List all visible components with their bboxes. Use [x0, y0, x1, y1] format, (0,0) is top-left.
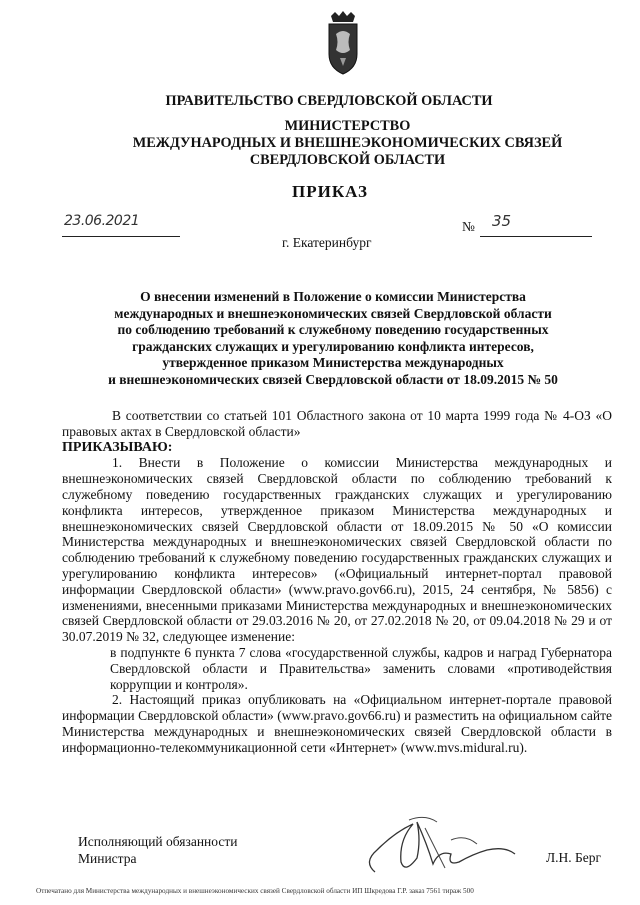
preamble: В соответствии со статьей 101 Областного закона от 10 марта 1999 года № 4-ОЗ «О правовых актах в Свердловской области»: [62, 408, 612, 439]
order-word: ПРИКАЗЫВАЮ:: [62, 439, 173, 455]
ministry-name: [0, 118, 640, 169]
title-line: гражданских служащих и урегулированию конфликта интересов,: [132, 338, 534, 354]
handwritten-signature-icon: [355, 810, 525, 882]
city: г. Екатеринбург: [282, 235, 372, 250]
ministry-line-1: МИНИСТЕРСТВО: [284, 118, 411, 134]
item-1: 1. Внести в Положение о комиссии Министерства международных и внешнеэкономических связей Свердловской области по соблюдению требований к служебному поведению государственных гражданских служащих и урегулированию конфликта интересов, утвержденное приказом Министерства международных и внешнеэкономических связей Свердловской области от 18.09.2015 № 50 «О комиссии Министерства международных и внешнеэкономических связей Свердловской области по соблюдению требований к служебному поведению государственных гражданских служащих и урегулированию конфликта интересов» («Официальный интернет-портал правовой информации Свердловской области» (www.pravo.gov66.ru), 2015, 24 сентября, № 5856) с изменениями, внесенными приказами Министерства международных и внешнеэкономических связей Свердловской области от 29.03.2016 № 20, от 27.02.2018 № 20, от 09.04.2018 № 29 и от 30.07.2019 № 32, следующее изменение:: [62, 455, 612, 645]
order-title: [60, 289, 606, 388]
title-line: международных и внешнеэкономических связей Свердловской области: [114, 305, 552, 321]
title-line: О внесении изменений в Положение о комиссии Министерства: [140, 289, 526, 304]
item-1-subpoint: в подпункте 6 пункта 7 слова «государственной службы, кадров и наград Губернатора Свердловской области и Правительства» заменить словами «противодействия коррупции и контроля».: [110, 644, 612, 692]
coat-of-arms-icon: [325, 10, 361, 76]
item-2: 2. Настоящий приказ опубликовать на «Официальном интернет-портале правовой информации Свердловской области» (www.pravo.gov66.ru) и разместить на официальном сайте Министерства международных и внешнеэкономических связей Свердловской области в информационно-телекоммуникационной сети «Интернет» (www.mvs.midural.ru).: [62, 692, 612, 755]
title-line: утвержденное приказом Министерства международных: [162, 355, 504, 370]
ministry-line-2: МЕЖДУНАРОДНЫХ И ВНЕШНЕЭКОНОМИЧЕСКИХ СВЯЗЕЙ: [132, 135, 563, 151]
title-line: по соблюдению требований к служебному поведению государственных: [117, 322, 549, 337]
signatory-name: Л.Н. Берг: [546, 850, 602, 865]
document-type: ПРИКАЗ: [292, 182, 368, 201]
order-date: 23.06.2021: [64, 213, 140, 229]
government-name: ПРАВИТЕЛЬСТВО СВЕРДЛОВСКОЙ ОБЛАСТИ: [165, 93, 493, 109]
title-line: и внешнеэкономических связей Свердловской области от 18.09.2015 № 50: [108, 371, 558, 387]
signatory-role: [78, 833, 237, 867]
role-line-2: Министра: [78, 851, 137, 866]
order-number: 35: [492, 212, 512, 230]
number-sign: №: [462, 219, 475, 234]
role-line-1: Исполняющий обязанности: [78, 834, 238, 849]
order-body: [62, 408, 612, 756]
ministry-line-3: СВЕРДЛОВСКОЙ ОБЛАСТИ: [249, 152, 446, 168]
print-footer: Отпечатано для Министерства международных и внешнеэкономических связей Свердловской области ИП Шкредова Г.Р. заказ 7561 тираж 500: [36, 887, 474, 895]
